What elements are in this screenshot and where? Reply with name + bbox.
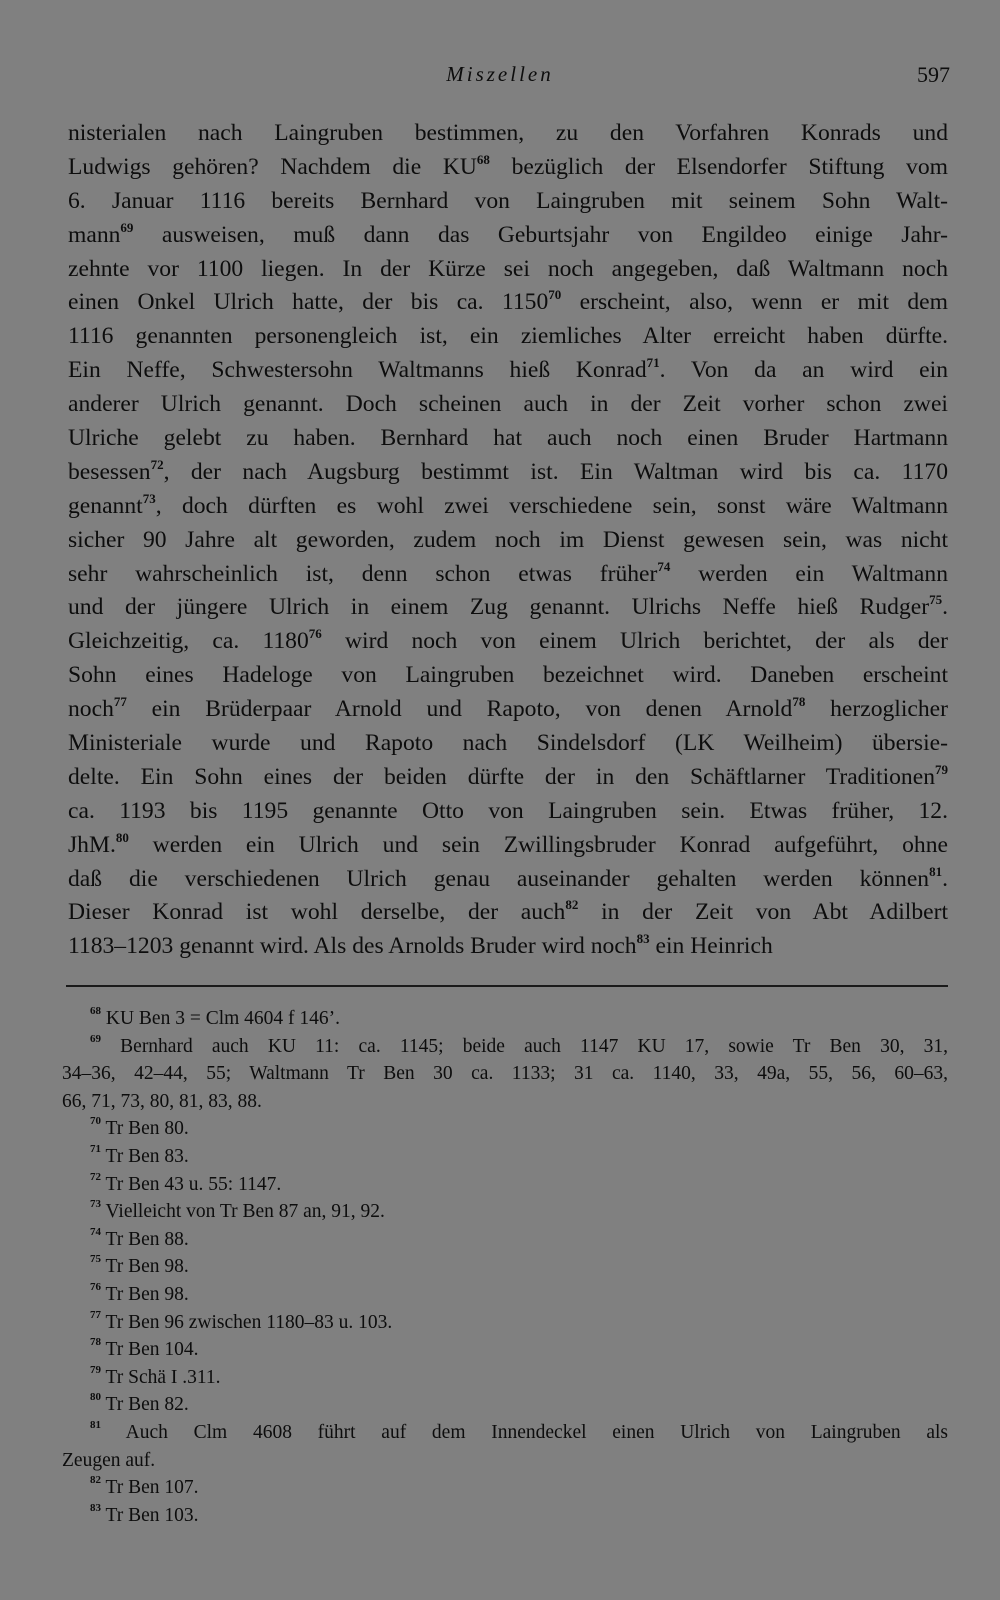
footnote-ref: 69 <box>120 219 134 235</box>
footnote-ref: 77 <box>90 1308 101 1321</box>
footnote-ref: 81 <box>929 863 943 879</box>
body-line <box>68 456 948 490</box>
text-run: Ludwigs gehören? Nachdem die KU <box>68 153 477 180</box>
text-run: sehr wahrscheinlich ist, denn schon etwas früher <box>68 560 658 587</box>
body-line <box>68 422 948 456</box>
body-line <box>68 863 948 897</box>
page-number: 597 <box>917 62 950 87</box>
footnote-ref: 73 <box>142 490 156 506</box>
footnote-ref: 78 <box>90 1336 101 1349</box>
body-line <box>68 896 948 930</box>
body-line <box>68 795 948 829</box>
text-run: einen Onkel Ulrich hatte, der bis ca. 1150 <box>68 289 549 316</box>
text-run: Tr Ben 104. <box>101 1339 199 1361</box>
text-run: anderer Ulrich genannt. Doch scheinen auch in der Zeit vorher schon zwei <box>68 391 948 418</box>
text-run: Ein Neffe, Schwestersohn Waltmanns hieß Konrad <box>68 357 647 384</box>
footnote-line <box>62 1033 948 1061</box>
text-run: Bernhard auch KU 11: ca. 1145; beide auch 1147 KU 17, sowie Tr Ben 30, 31, <box>101 1035 948 1057</box>
body-line <box>68 185 948 219</box>
body-line <box>68 930 948 964</box>
text-run: nisterialen nach Laingruben bestimmen, zu den Vorfahren Konrads und <box>68 120 948 146</box>
text-run: 1116 genannten personengleich ist, ein ziemliches Alter erreicht haben dürfte. <box>68 323 948 350</box>
footnote-ref: 71 <box>646 355 660 371</box>
body-line <box>68 524 948 558</box>
footnote-ref: 83 <box>90 1501 101 1514</box>
text-run: JhM. <box>68 831 116 858</box>
text-run: Sohn eines Hadeloge von Laingruben bezeichnet wird. Daneben erscheint <box>68 662 948 689</box>
footnote-line <box>62 1364 948 1392</box>
footnote-ref: 76 <box>90 1280 101 1293</box>
footnote-line <box>62 1502 948 1530</box>
footnote-ref: 82 <box>565 897 579 913</box>
text-run: erscheint, also, wenn er mit dem <box>561 289 948 316</box>
text-run: Tr Ben 82. <box>101 1394 189 1416</box>
footnote-line <box>62 1391 948 1419</box>
footnote-ref: 76 <box>308 626 322 642</box>
text-run: Zeugen auf. <box>62 1449 156 1471</box>
body-line <box>68 253 948 287</box>
body-line <box>68 151 948 185</box>
footnote-ref: 68 <box>90 1005 101 1017</box>
footnote-line <box>62 1447 948 1475</box>
body-line <box>68 117 948 151</box>
text-run: Tr Schä I .311. <box>101 1366 221 1388</box>
footnote-line <box>62 1171 948 1199</box>
footnote-line <box>62 1005 948 1033</box>
body-line <box>68 490 948 524</box>
text-run: Tr Ben 107. <box>101 1477 199 1499</box>
footnote-ref: 80 <box>90 1391 101 1404</box>
text-run: Tr Ben 80. <box>101 1118 189 1140</box>
text-run: zehnte vor 1100 liegen. In der Kürze sei noch angegeben, daß Waltmann noch <box>68 255 948 282</box>
text-run: Ulriche gelebt zu haben. Bernhard hat auch noch einen Bruder Hartmann <box>68 425 948 452</box>
footnote-line <box>62 1115 948 1143</box>
text-run: Tr Ben 103. <box>101 1504 199 1526</box>
text-run: noch <box>68 696 114 723</box>
footnote-ref: 68 <box>476 151 490 167</box>
text-run: Auch Clm 4608 führt auf dem Innendeckel einen Ulrich von Laingruben als <box>101 1421 948 1443</box>
body-line <box>68 388 948 422</box>
text-run: 66, 71, 73, 80, 81, 83, 88. <box>62 1090 262 1112</box>
footnote-line <box>62 1088 948 1116</box>
footnote-ref: 74 <box>657 558 671 574</box>
footnote-line <box>62 1143 948 1171</box>
footnote-ref: 70 <box>90 1115 101 1128</box>
text-run: , doch dürften es wohl zwei verschiedene sein, sonst wäre Waltmann <box>155 492 948 519</box>
footnote-line <box>62 1198 948 1226</box>
body-line <box>68 761 948 795</box>
footnote-line <box>62 1281 948 1309</box>
text-run: ausweisen, muß dann das Geburtsjahr von Engildeo einige Jahr- <box>133 221 948 248</box>
text-run: herzoglicher <box>805 696 948 723</box>
footnote-line <box>62 1309 948 1337</box>
footnotes <box>62 1005 948 1529</box>
text-run: in der Zeit von Abt Adilbert <box>578 899 949 926</box>
text-run: Tr Ben 43 u. 55: 1147. <box>101 1173 282 1195</box>
text-run: sicher 90 Jahre alt geworden, zudem noch im Dienst gewesen sein, was nicht <box>68 526 948 553</box>
text-run: ca. 1193 bis 1195 genannte Otto von Laingruben sein. Etwas früher, 12. <box>68 797 948 824</box>
text-run: Vielleicht von Tr Ben 87 an, 91, 92. <box>101 1201 385 1223</box>
footnote-ref: 83 <box>636 931 650 947</box>
text-run: Ministeriale wurde und Rapoto nach Sindelsdorf (LK Weilheim) übersie- <box>68 730 948 757</box>
body-line <box>68 591 948 625</box>
footnote-ref: 73 <box>90 1198 101 1211</box>
footnote-ref: 80 <box>115 829 129 845</box>
footnote-ref: 69 <box>90 1032 101 1045</box>
text-run: werden ein Waltmann <box>670 560 948 587</box>
footnote-separator <box>66 985 948 987</box>
body-line <box>68 727 948 761</box>
footnote-ref: 77 <box>113 694 127 710</box>
footnote-line <box>62 1226 948 1254</box>
text-run: 34–36, 42–44, 55; Waltmann Tr Ben 30 ca. 1133; 31 ca. 1140, 33, 49a, 55, 56, 60–63, <box>62 1063 948 1085</box>
text-run: , der nach Augsburg bestimmt ist. Ein Waltman wird bis ca. 1170 <box>163 458 948 485</box>
text-run: . Von da an wird ein <box>659 357 948 384</box>
footnote-ref: 75 <box>929 592 943 608</box>
footnote-ref: 81 <box>90 1418 101 1431</box>
text-run: wird noch von einem Ulrich berichtet, der als der <box>321 628 948 655</box>
footnote-ref: 72 <box>90 1170 101 1183</box>
footnote-ref: 75 <box>90 1253 101 1266</box>
text-run: . <box>942 594 948 621</box>
text-run: bezüglich der Elsendorfer Stiftung vom <box>489 153 949 180</box>
body-line <box>68 558 948 592</box>
text-run: . <box>942 865 948 892</box>
footnote-ref: 72 <box>150 456 164 472</box>
body-text <box>68 117 948 964</box>
footnote-ref: 79 <box>90 1363 101 1376</box>
text-run: 6. Januar 1116 bereits Bernhard von Laingruben mit seinem Sohn Walt- <box>68 187 948 214</box>
body-line <box>68 693 948 727</box>
footnote-line <box>62 1060 948 1088</box>
body-line <box>68 625 948 659</box>
text-run: KU Ben 3 = Clm 4604 f 146’. <box>101 1008 341 1029</box>
body-line <box>68 219 948 253</box>
text-run: Tr Ben 98. <box>101 1283 189 1305</box>
footnote-line <box>62 1253 948 1281</box>
footnote-ref: 74 <box>90 1225 101 1238</box>
footnote-ref: 79 <box>935 761 948 777</box>
footnote-ref: 71 <box>90 1142 101 1155</box>
text-run: delte. Ein Sohn eines der beiden dürfte der in den Schäftlarner Traditionen <box>68 763 935 790</box>
text-run: 1183–1203 genannt wird. Als des Arnolds Bruder wird noch <box>68 933 637 960</box>
body-line <box>68 354 948 388</box>
text-run: mann <box>68 221 121 248</box>
footnote-ref: 78 <box>792 694 806 710</box>
footnote-line <box>62 1474 948 1502</box>
text-run: besessen <box>68 458 151 485</box>
text-run: Dieser Konrad ist wohl derselbe, der auch <box>68 899 566 926</box>
body-line <box>68 829 948 863</box>
running-head-title: Miszellen <box>446 62 554 86</box>
text-run: Gleichzeitig, ca. 1180 <box>68 628 309 655</box>
footnote-ref: 70 <box>548 287 562 303</box>
footnote-line <box>62 1336 948 1364</box>
text-run: und der jüngere Ulrich in einem Zug genannt. Ulrichs Neffe hieß Rudger <box>68 594 930 621</box>
text-run: Tr Ben 83. <box>101 1145 189 1167</box>
text-run: werden ein Ulrich und sein Zwillingsbruder Konrad aufgeführt, ohne <box>128 831 948 858</box>
footnote-line <box>62 1419 948 1447</box>
body-line <box>68 659 948 693</box>
body-line <box>68 320 948 354</box>
text-run: ein Brüderpaar Arnold und Rapoto, von denen Arnold <box>126 696 793 723</box>
text-run: Tr Ben 88. <box>101 1228 189 1250</box>
text-run: ein Heinrich <box>649 933 773 960</box>
text-run: Tr Ben 98. <box>101 1256 189 1278</box>
body-line <box>68 286 948 320</box>
text-run: genannt <box>68 492 143 519</box>
text-run: daß die verschiedenen Ulrich genau auseinander gehalten werden können <box>68 865 930 892</box>
footnote-ref: 82 <box>90 1474 101 1487</box>
text-run: Tr Ben 96 zwischen 1180–83 u. 103. <box>101 1311 393 1333</box>
